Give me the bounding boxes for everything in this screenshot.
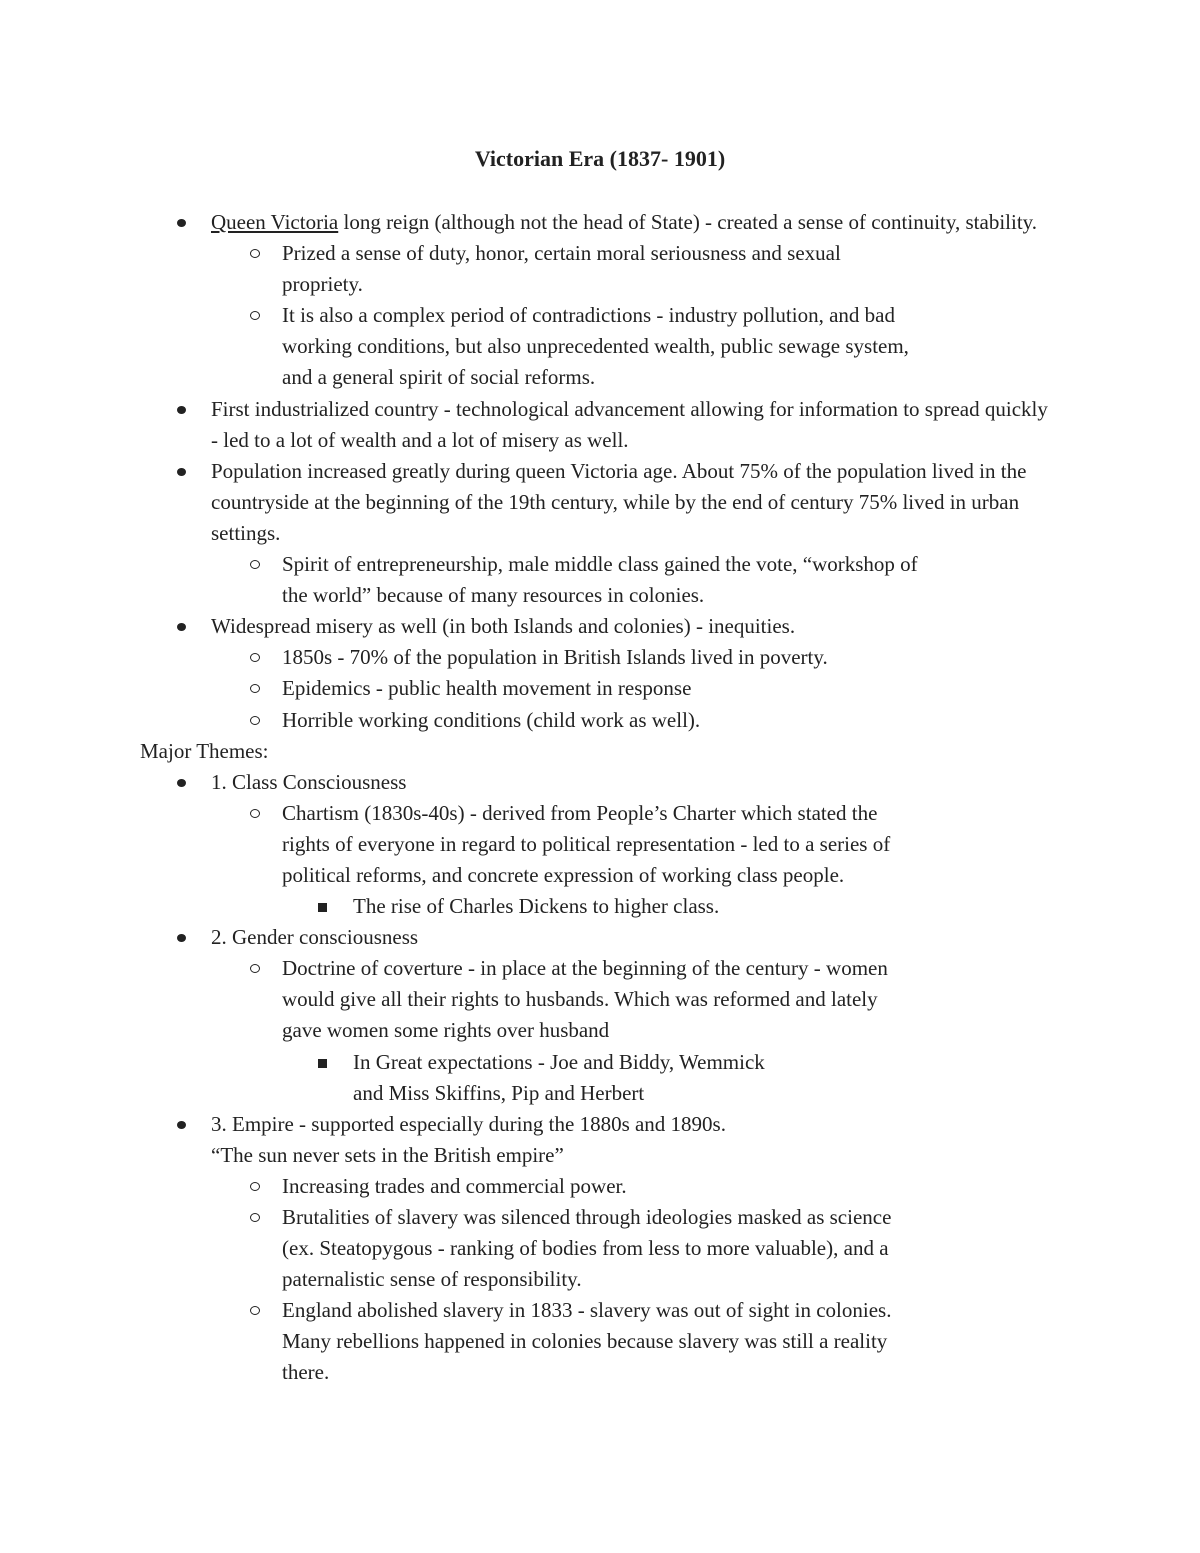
list-item bbox=[0, 207, 1200, 394]
major-themes-heading: Major Themes: bbox=[140, 738, 269, 763]
sub-sub-list-item bbox=[0, 1047, 920, 1109]
hollow-bullet-icon bbox=[250, 964, 260, 973]
sub-list-item-text: Spirit of entrepreneurship, male middle class gained the vote, “workshop of the world” because of many resources in colonies. bbox=[282, 552, 918, 608]
bullet-icon bbox=[177, 779, 186, 787]
list-item-text: 1. Class Consciousness bbox=[211, 769, 407, 794]
hollow-bullet-icon bbox=[250, 249, 260, 258]
sub-list bbox=[211, 798, 1060, 922]
sub-list bbox=[211, 549, 1060, 611]
sub-list-item bbox=[0, 798, 1060, 922]
themes-list bbox=[0, 767, 1200, 1389]
list-item bbox=[0, 922, 1200, 1109]
list-item-text: 3. Empire - supported especially during the 1880s and 1890s. bbox=[211, 1111, 726, 1136]
sub-list-item-text: Chartism (1830s-40s) - derived from People’s Charter which stated the rights of everyone in regard to political representation - led to a series of political reforms, and concrete expression of working class people. bbox=[282, 800, 891, 887]
sub-sub-list bbox=[282, 1047, 920, 1109]
bullet-icon bbox=[177, 934, 186, 942]
sub-sub-list-item bbox=[0, 891, 920, 922]
list-item bbox=[0, 611, 1200, 735]
list-item bbox=[0, 394, 1200, 456]
overview-list bbox=[0, 207, 1200, 736]
sub-list-item-text: Horrible working conditions (child work as well). bbox=[282, 707, 701, 732]
sub-list-item bbox=[0, 642, 1060, 673]
bullet-icon bbox=[177, 219, 186, 227]
hollow-bullet-icon bbox=[250, 684, 260, 693]
list-item bbox=[0, 1109, 1200, 1389]
sub-list-item-text: Epidemics - public health movement in response bbox=[282, 676, 692, 701]
sub-list-item-text: Prized a sense of duty, honor, certain moral seriousness and sexual propriety. bbox=[282, 241, 841, 297]
bullet-icon bbox=[177, 623, 186, 631]
hollow-bullet-icon bbox=[250, 1213, 260, 1222]
sub-list-item-text: It is also a complex period of contradictions - industry pollution, and bad working conditions, but also unprecedented wealth, public sewage system, and a general spirit of social reforms. bbox=[282, 303, 909, 390]
bullet-icon bbox=[177, 406, 186, 414]
sub-list-item bbox=[0, 673, 1060, 704]
bullet-icon bbox=[177, 468, 186, 476]
hollow-bullet-icon bbox=[250, 809, 260, 818]
list-item bbox=[0, 456, 1200, 611]
sub-list bbox=[211, 1171, 1060, 1389]
list-item-text: First industrialized country - technological advancement allowing for information to spread quickly - led to a lot of wealth and a lot of misery as well. bbox=[211, 396, 1048, 452]
hollow-bullet-icon bbox=[250, 560, 260, 569]
sub-list bbox=[211, 642, 1060, 735]
sub-sub-list bbox=[282, 891, 920, 922]
list-item-text: Population increased greatly during queen Victoria age. About 75% of the population lived in the countryside at the beginning of the 19th century, while by the end of century 75% lived in urban settings. bbox=[211, 458, 1027, 545]
sub-sub-list-item-text: The rise of Charles Dickens to higher class. bbox=[353, 894, 720, 919]
square-bullet-icon bbox=[318, 1059, 327, 1068]
page-title: Victorian Era (1837- 1901) bbox=[474, 146, 726, 171]
sub-sub-list-item-text: In Great expectations - Joe and Biddy, Wemmick and Miss Skiffins, Pip and Herbert bbox=[353, 1049, 765, 1105]
sub-list-item bbox=[0, 705, 1060, 736]
sub-list-item bbox=[0, 238, 1060, 300]
sub-list-item bbox=[0, 549, 1060, 611]
list-item bbox=[0, 767, 1200, 922]
hollow-bullet-icon bbox=[250, 311, 260, 320]
sub-list-item bbox=[0, 300, 1060, 393]
sub-list-item-text: 1850s - 70% of the population in British Islands lived in poverty. bbox=[282, 645, 828, 670]
hollow-bullet-icon bbox=[250, 653, 260, 662]
hollow-bullet-icon bbox=[250, 716, 260, 725]
sub-list-item-text: England abolished slavery in 1833 - slavery was out of sight in colonies. Many rebellions happened in colonies because slavery was still a reality there. bbox=[282, 1298, 892, 1385]
square-bullet-icon bbox=[318, 903, 327, 912]
hollow-bullet-icon bbox=[250, 1182, 260, 1191]
sub-list-item bbox=[0, 1171, 1060, 1202]
underlined-term: Queen Victoria bbox=[211, 210, 339, 234]
document-body bbox=[0, 207, 1200, 1389]
sub-list-item bbox=[0, 1202, 1060, 1295]
sub-list-item-text: Doctrine of coverture - in place at the beginning of the century - women would give all their rights to husbands. Which was reformed and lately gave women some rights over husband bbox=[282, 956, 888, 1043]
sub-list-item-text: Brutalities of slavery was silenced through ideologies masked as science (ex. Steatopygous - ranking of bodies from less to more valuable), and a paternalistic sense of responsibility. bbox=[282, 1205, 892, 1292]
list-item-text: Widespread misery as well (in both Islands and colonies) - inequities. bbox=[211, 614, 796, 639]
hollow-bullet-icon bbox=[250, 1306, 260, 1315]
list-item-text: 2. Gender consciousness bbox=[211, 925, 419, 950]
sub-list bbox=[211, 238, 1060, 393]
sub-list-item bbox=[0, 1295, 1060, 1388]
sub-list-item bbox=[0, 953, 1060, 1108]
sub-list bbox=[211, 953, 1060, 1108]
empire-quote: “The sun never sets in the British empire” bbox=[211, 1142, 564, 1167]
sub-list-item-text: Increasing trades and commercial power. bbox=[282, 1173, 627, 1198]
list-item-text: long reign (although not the head of State) - created a sense of continuity, stability. bbox=[338, 210, 1038, 234]
bullet-icon bbox=[177, 1121, 186, 1129]
